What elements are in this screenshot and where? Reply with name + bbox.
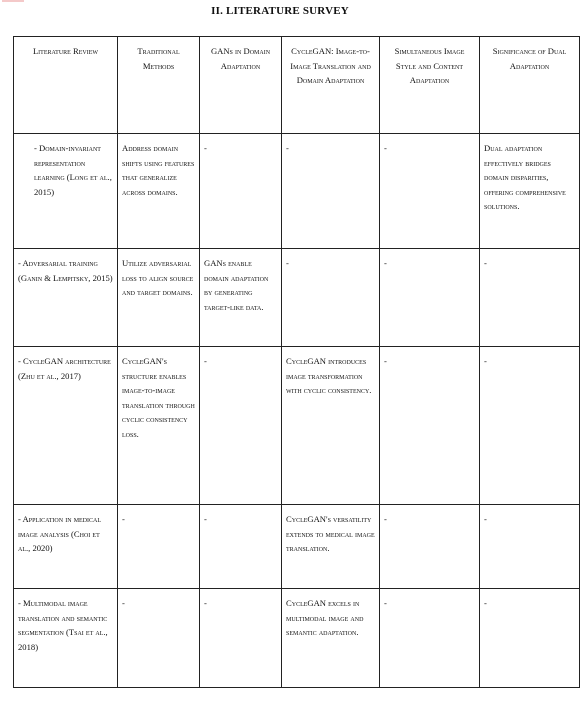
table-row <box>14 134 580 249</box>
table-cell: - Adversarial training (Ganin & Lempitsky, 2015) <box>14 249 118 347</box>
table-cell: - <box>380 505 480 589</box>
table-cell: Address domain shifts using features that generalize across domains. <box>118 134 200 249</box>
table-cell: - <box>380 347 480 505</box>
table-cell: - CycleGAN architecture (Zhu et al., 2017) <box>14 347 118 505</box>
table-cell: - <box>200 589 282 688</box>
table-cell: - <box>200 505 282 589</box>
table-cell: - <box>282 134 380 249</box>
table-cell: - <box>380 134 480 249</box>
table-cell: CycleGAN's versatility extends to medical image translation. <box>282 505 380 589</box>
table-cell: - <box>200 134 282 249</box>
table-cell: CycleGAN's structure enables image-to-image translation through cyclic consistency loss. <box>118 347 200 505</box>
literature-survey-table <box>13 36 580 688</box>
corner-mark <box>2 0 24 2</box>
header-simultaneous-adaptation: Simultaneous Image Style and Content Adaptation <box>380 37 480 134</box>
header-traditional-methods: Traditional Methods <box>118 37 200 134</box>
section-title: II. LITERATURE SURVEY <box>211 5 349 17</box>
table-cell: - <box>200 347 282 505</box>
table-cell: - Domain-invariant representation learning (Long et al., 2015) <box>14 134 118 249</box>
table-row <box>14 347 580 505</box>
header-cyclegan: CycleGAN: Image-to-Image Translation and Domain Adaptation <box>282 37 380 134</box>
table-cell: - <box>118 505 200 589</box>
table-cell: CycleGAN excels in multimodal image and semantic adaptation. <box>282 589 380 688</box>
table-header-row <box>14 37 580 134</box>
table-cell: GANs enable domain adaptation by generating target-like data. <box>200 249 282 347</box>
table-row <box>14 249 580 347</box>
header-literature-review: Literature Review <box>14 37 118 134</box>
header-dual-adaptation: Significance of Dual Adaptation <box>480 37 580 134</box>
table-cell: - Application in medical image analysis (Choi et al., 2020) <box>14 505 118 589</box>
table-cell: - <box>480 249 580 347</box>
header-gans-domain-adaptation: GANs in Domain Adaptation <box>200 37 282 134</box>
table-cell: CycleGAN introduces image transformation with cyclic consistency. <box>282 347 380 505</box>
table-cell: - <box>480 505 580 589</box>
table-cell: - Multimodal image translation and semantic segmentation (Tsai et al., 2018) <box>14 589 118 688</box>
table-cell: - <box>282 249 380 347</box>
table-cell: - <box>480 589 580 688</box>
table-row <box>14 589 580 688</box>
table-cell: - <box>480 347 580 505</box>
table-row <box>14 505 580 589</box>
table-cell: - <box>380 589 480 688</box>
table-cell: - <box>380 249 480 347</box>
table-cell: - <box>118 589 200 688</box>
table-cell: Dual adaptation effectively bridges domain disparities, offering comprehensive solutions. <box>480 134 580 249</box>
table-cell: Utilize adversarial loss to align source and target domains. <box>118 249 200 347</box>
